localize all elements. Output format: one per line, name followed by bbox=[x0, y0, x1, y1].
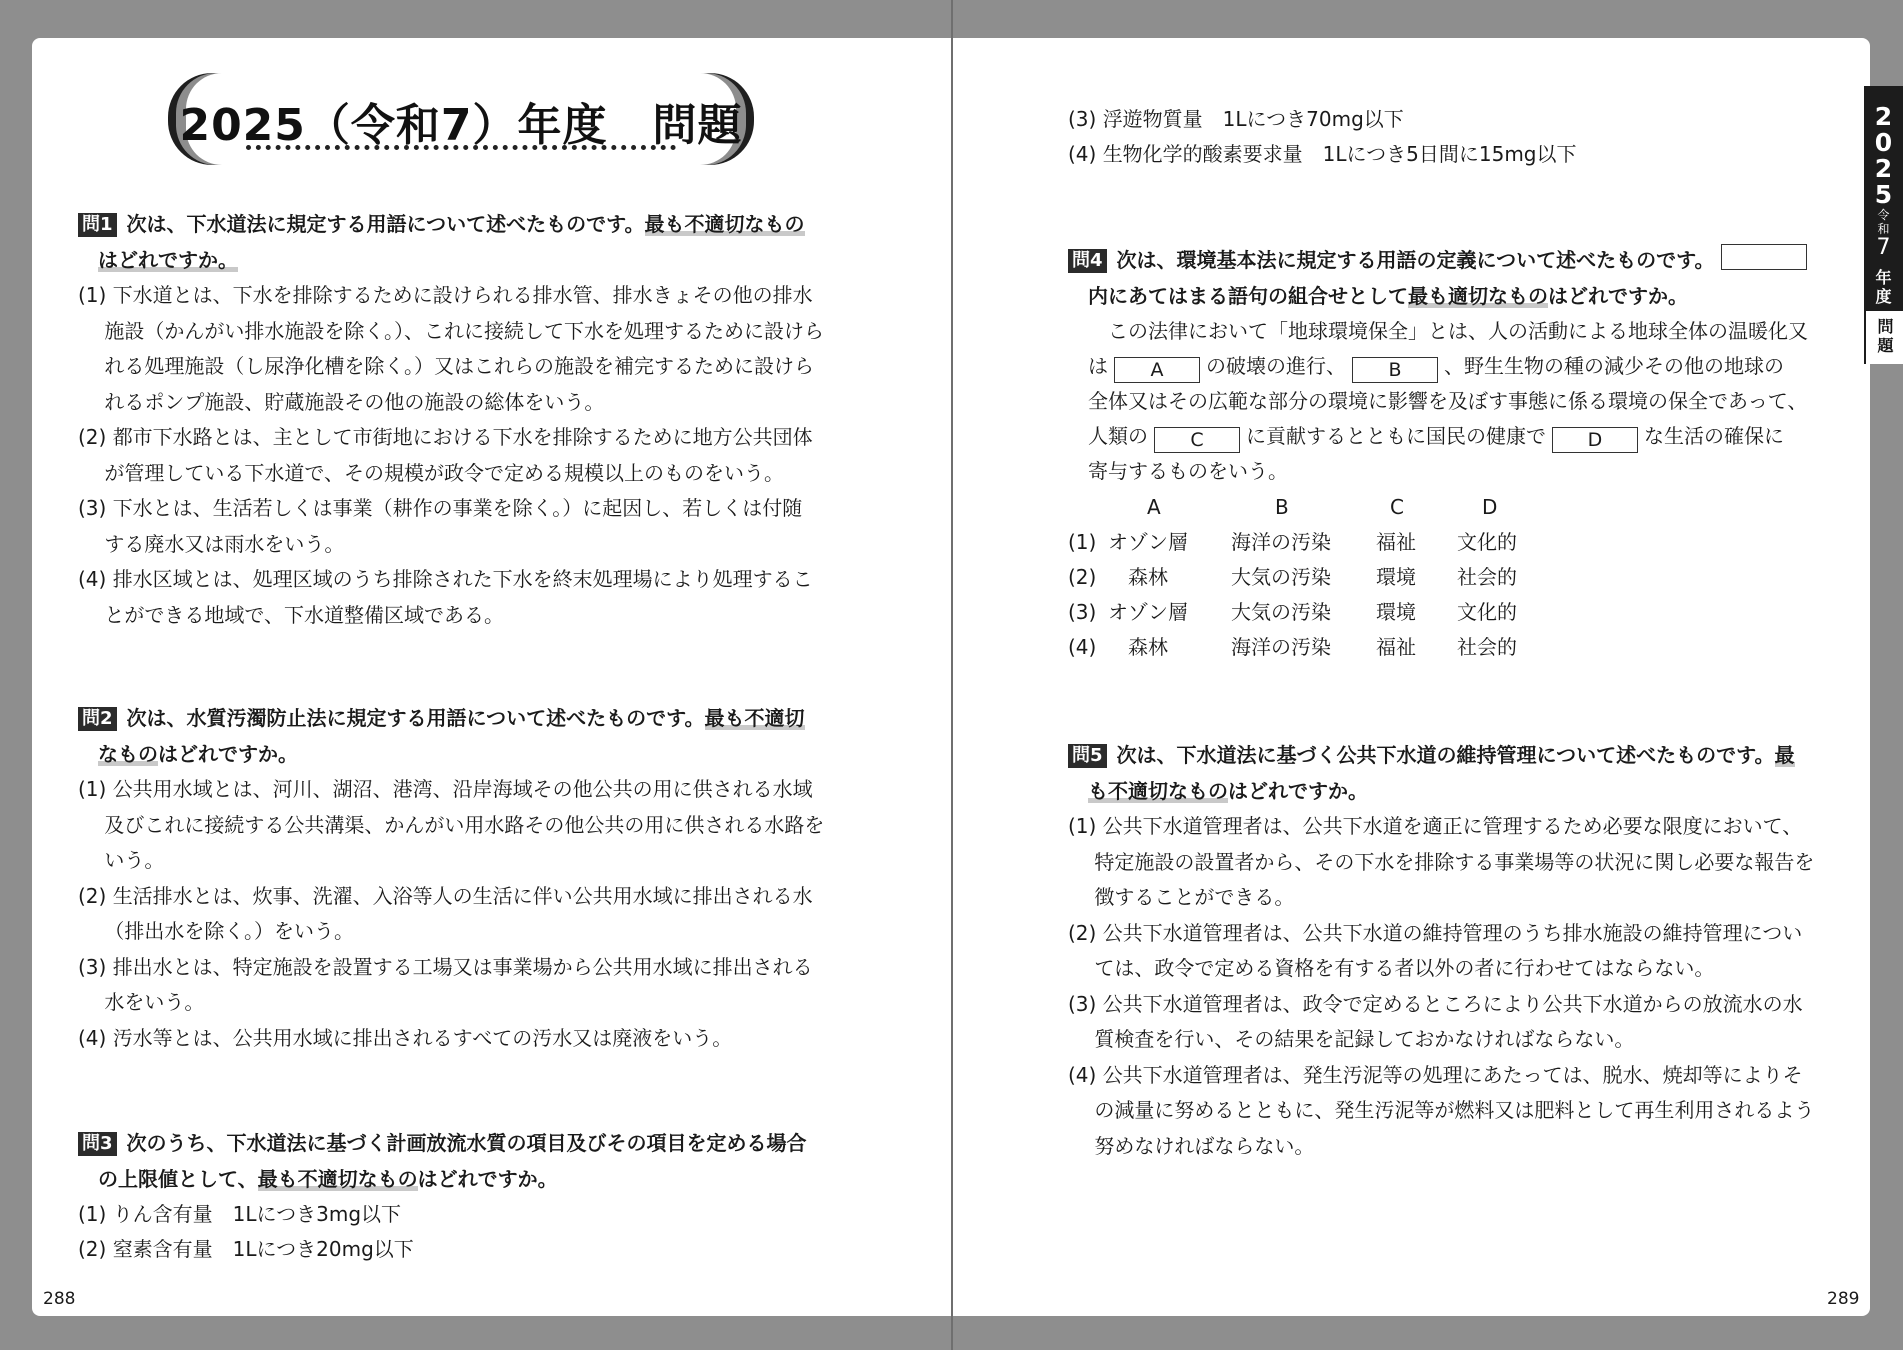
tab-era bbox=[1864, 208, 1903, 236]
tab-year-digit: 0 bbox=[1874, 128, 1893, 157]
q4-col-header-c: C bbox=[1390, 495, 1404, 519]
q4-stem-text-cont: 内にあてはまる語句の組合せとして bbox=[1088, 284, 1408, 308]
q1-line: れるポンプ施設、貯蔵施設その他の施設の総体をいう。 bbox=[78, 389, 605, 414]
q5-emphasis-cont: も不適切なもの bbox=[1088, 779, 1228, 803]
q4-option-b: 海洋の汚染 bbox=[1231, 530, 1331, 554]
q1-line: とができる地域で、下水道整備区域である。 bbox=[78, 602, 504, 627]
q2-emphasis-cont: なもの bbox=[98, 742, 158, 766]
page-gutter bbox=[951, 0, 953, 1350]
q1-stem-text: 次は、下水道法に規定する用語について述べたものです。 bbox=[126, 212, 645, 236]
q5-line: (1) 公共下水道管理者は、公共下水道を適正に管理するため必要な限度において、 bbox=[1068, 814, 1803, 838]
title-dotted-underline bbox=[246, 145, 676, 150]
q5-line: (3) 公共下水道管理者は、政令で定めるところにより公共下水道からの放流水の水 bbox=[1068, 991, 1803, 1016]
q1-line: する廃水又は雨水をいう。 bbox=[78, 531, 345, 556]
q5-line: ては、政令で定める資格を有する者以外の者に行わせてはならない。 bbox=[1068, 956, 1715, 980]
tab-nendo bbox=[1864, 268, 1903, 306]
q1-stem-line1 bbox=[78, 207, 805, 243]
q2-emphasis: 最も不適切 bbox=[704, 706, 805, 730]
q1-stem-line2 bbox=[98, 243, 238, 279]
q5-stem-line2 bbox=[1088, 774, 1368, 810]
page-number-left: 288 bbox=[43, 1289, 76, 1309]
q2-line: 及びこれに接続する公共溝渠、かんがい用水路その他公共の用に供される水路を bbox=[78, 812, 825, 837]
q4-passage-text: は bbox=[1088, 354, 1108, 378]
q4-passage-line4 bbox=[1088, 419, 1784, 455]
tab-year bbox=[1864, 104, 1903, 208]
q1-line: (2) 都市下水路とは、主として市街地における下水を排除するために地方公共団体 bbox=[78, 425, 813, 449]
q4-stem-line1 bbox=[1068, 243, 1813, 279]
tab-mondai bbox=[1866, 317, 1903, 355]
tab-year-digit: 2 bbox=[1874, 102, 1893, 131]
q3-stem-text: 次のうち、下水道法に基づく計画放流水質の項目及びその項目を定める場合 bbox=[126, 1131, 807, 1155]
tab-era-number: 7 bbox=[1876, 235, 1891, 260]
q4-option-c: 環境 bbox=[1376, 600, 1416, 624]
q2-stem-line1 bbox=[78, 701, 805, 737]
q4-option-a: オゾン層 bbox=[1108, 530, 1188, 554]
q4-option-number: (1) bbox=[1068, 530, 1097, 554]
q4-passage-text: 、野生生物の種の減少その他の地球の bbox=[1444, 354, 1784, 378]
tab-mondai-char: 題 bbox=[1877, 336, 1894, 355]
side-tab-section bbox=[1864, 311, 1903, 364]
q1-emphasis-cont: はどれですか。 bbox=[98, 248, 238, 272]
page-title-banner bbox=[168, 73, 754, 165]
tab-era-char: 和 bbox=[1877, 222, 1890, 236]
q3-choice-1: (1) りん含有量 1Lにつき3mg以下 bbox=[78, 1202, 402, 1226]
q4-option-number: (4) bbox=[1068, 635, 1097, 659]
q4-option-c: 環境 bbox=[1376, 565, 1416, 589]
q4-blank-d: D bbox=[1552, 427, 1638, 453]
tab-year-digit: 5 bbox=[1874, 180, 1893, 209]
q4-option-c: 福祉 bbox=[1376, 530, 1416, 554]
q4-options-table bbox=[1068, 490, 1568, 670]
q3-stem-line1 bbox=[78, 1126, 807, 1162]
q3-choice-2: (2) 窒素含有量 1Lにつき20mg以下 bbox=[78, 1237, 414, 1261]
q5-tag: 問5 bbox=[1068, 744, 1107, 768]
q1-line: (1) 下水道とは、下水を排除するために設けられる排水管、排水きょその他の排水 bbox=[78, 283, 813, 307]
q1-line: (3) 下水とは、生活若しくは事業（耕作の事業を除く。）に起因し、若しくは付随 bbox=[78, 496, 803, 520]
q1-line: 施設（かんがい排水施設を除く。）、これに接続して下水を処理するために設けら bbox=[78, 318, 824, 343]
q4-option-number: (2) bbox=[1068, 565, 1097, 589]
q2-line: (2) 生活排水とは、炊事、洗濯、入浴等人の生活に伴い公共用水域に排出される水 bbox=[78, 883, 813, 908]
q2-line: 水をいう。 bbox=[78, 990, 205, 1014]
q5-emphasis: 最 bbox=[1774, 743, 1795, 767]
q3-stem-line2 bbox=[98, 1162, 558, 1198]
q4-col-header-a: A bbox=[1147, 495, 1161, 519]
q3-choice-4: (4) 生物化学的酸素要求量 1Lにつき5日間に15mg以下 bbox=[1068, 142, 1577, 166]
q3-choice-3: (3) 浮遊物質量 1Lにつき70mg以下 bbox=[1068, 107, 1404, 131]
q4-option-b: 海洋の汚染 bbox=[1231, 635, 1331, 659]
q5-line: 徴することができる。 bbox=[1068, 885, 1295, 909]
q2-stem-line2 bbox=[98, 737, 298, 773]
q4-option-c: 福祉 bbox=[1376, 635, 1416, 659]
q5-line: 質検査を行い、その結果を記録しておかなければならない。 bbox=[1068, 1027, 1635, 1051]
q2-line: (1) 公共用水域とは、河川、湖沼、港湾、沿岸海域その他公共の用に供される水域 bbox=[78, 777, 813, 801]
q1-emphasis: 最も不適切なもの bbox=[644, 212, 805, 236]
q4-option-d: 文化的 bbox=[1457, 530, 1517, 554]
q2-line: いう。 bbox=[78, 848, 165, 872]
q4-option-a: 森林 bbox=[1128, 635, 1168, 659]
q5-line: (2) 公共下水道管理者は、公共下水道の維持管理のうち排水施設の維持管理につい bbox=[1068, 920, 1803, 945]
q5-stem-line1 bbox=[1068, 738, 1795, 774]
q4-stem-line2 bbox=[1088, 279, 1688, 315]
q5-line: (4) 公共下水道管理者は、発生汚泥等の処理にあたっては、脱水、焼却等によりそ bbox=[1068, 1062, 1803, 1087]
tab-year-digit: 2 bbox=[1874, 154, 1893, 183]
q2-tag: 問2 bbox=[78, 707, 117, 731]
q4-tag: 問4 bbox=[1068, 249, 1107, 273]
q5-line: の減量に努めるとともに、発生汚泥等が燃料又は肥料として再生利用されるよう bbox=[1068, 1098, 1815, 1122]
q1-line: れる処理施設（し尿浄化槽を除く。）又はこれらの施設を補完するために設けら bbox=[78, 354, 814, 378]
q2-line: (4) 汚水等とは、公共用水域に排出されるすべての汚水又は廃液をいう。 bbox=[78, 1025, 733, 1050]
q4-passage-text: の破壊の進行、 bbox=[1206, 354, 1346, 378]
q4-blank-box bbox=[1721, 244, 1807, 270]
q1-line: が管理している下水道で、その規模が政令で定める規模以上のものをいう。 bbox=[78, 460, 784, 485]
q5-stem-text-end: はどれですか。 bbox=[1228, 779, 1368, 803]
page-title: 2025（令和7）年度 問題 bbox=[179, 100, 743, 151]
tab-nendo-char: 年 bbox=[1875, 268, 1892, 287]
q4-passage-text: に貢献するとともに国民の健康で bbox=[1246, 424, 1546, 448]
q3-stem-text-end: はどれですか。 bbox=[417, 1167, 558, 1191]
q2-line: （排出水を除く。）をいう。 bbox=[78, 919, 354, 943]
q3-emphasis: 最も不適切なもの bbox=[257, 1167, 418, 1191]
tab-era-char: 令 bbox=[1877, 208, 1890, 222]
q5-stem-text: 次は、下水道法に基づく公共下水道の維持管理について述べたものです。 bbox=[1116, 743, 1775, 767]
q4-blank-c: C bbox=[1154, 427, 1240, 453]
q4-option-number: (3) bbox=[1068, 600, 1097, 624]
q4-blank-a: A bbox=[1114, 357, 1200, 383]
q5-line: 特定施設の設置者から、その下水を排除する事業場等の状況に関し必要な報告を bbox=[1068, 849, 1815, 874]
q4-passage-line5: 寄与するものをいう。 bbox=[1088, 459, 1288, 483]
q4-option-b: 大気の汚染 bbox=[1231, 565, 1331, 589]
q4-option-a: 森林 bbox=[1128, 565, 1168, 589]
q4-passage-line2 bbox=[1088, 349, 1784, 385]
q5-line: 努めなければならない。 bbox=[1068, 1133, 1315, 1158]
q4-option-d: 文化的 bbox=[1457, 600, 1517, 624]
q2-stem-text: 次は、水質汚濁防止法に規定する用語について述べたものです。 bbox=[126, 706, 705, 730]
page-number-right: 289 bbox=[1827, 1289, 1860, 1309]
q4-col-header-d: D bbox=[1482, 495, 1498, 519]
q4-option-d: 社会的 bbox=[1457, 565, 1517, 589]
q4-passage-line3: 全体又はその広範な部分の環境に影響を及ぼす事態に係る環境の保全であって、 bbox=[1088, 389, 1808, 413]
q1-line: (4) 排水区域とは、処理区域のうち排除された下水を終末処理場により処理するこ bbox=[78, 567, 813, 591]
tab-nendo-char: 度 bbox=[1875, 287, 1892, 306]
q4-passage-text: な生活の確保に bbox=[1644, 424, 1784, 448]
q4-option-d: 社会的 bbox=[1457, 635, 1517, 659]
q4-blank-b: B bbox=[1352, 357, 1438, 383]
q4-option-a: オゾン層 bbox=[1108, 600, 1188, 624]
q1-tag: 問1 bbox=[78, 213, 117, 237]
q4-stem-text-end: はどれですか。 bbox=[1548, 284, 1688, 308]
q2-stem-text-cont: はどれですか。 bbox=[158, 742, 298, 766]
q4-passage-line1: この法律において「地球環境保全」とは、人の活動による地球全体の温暖化又 bbox=[1108, 319, 1808, 343]
q4-emphasis: 最も適切なもの bbox=[1408, 284, 1548, 308]
q4-passage-text: 人類の bbox=[1088, 424, 1148, 448]
q3-stem-text-cont: の上限値として、 bbox=[98, 1167, 258, 1191]
q2-line: (3) 排出水とは、特定施設を設置する工場又は事業場から公共用水域に排出される bbox=[78, 954, 813, 979]
q3-tag: 問3 bbox=[78, 1132, 117, 1156]
tab-mondai-char: 問 bbox=[1877, 317, 1894, 336]
q4-stem-text: 次は、環境基本法に規定する用語の定義について述べたものです。 bbox=[1116, 248, 1715, 272]
q4-option-b: 大気の汚染 bbox=[1231, 600, 1331, 624]
q4-col-header-b: B bbox=[1275, 495, 1289, 519]
